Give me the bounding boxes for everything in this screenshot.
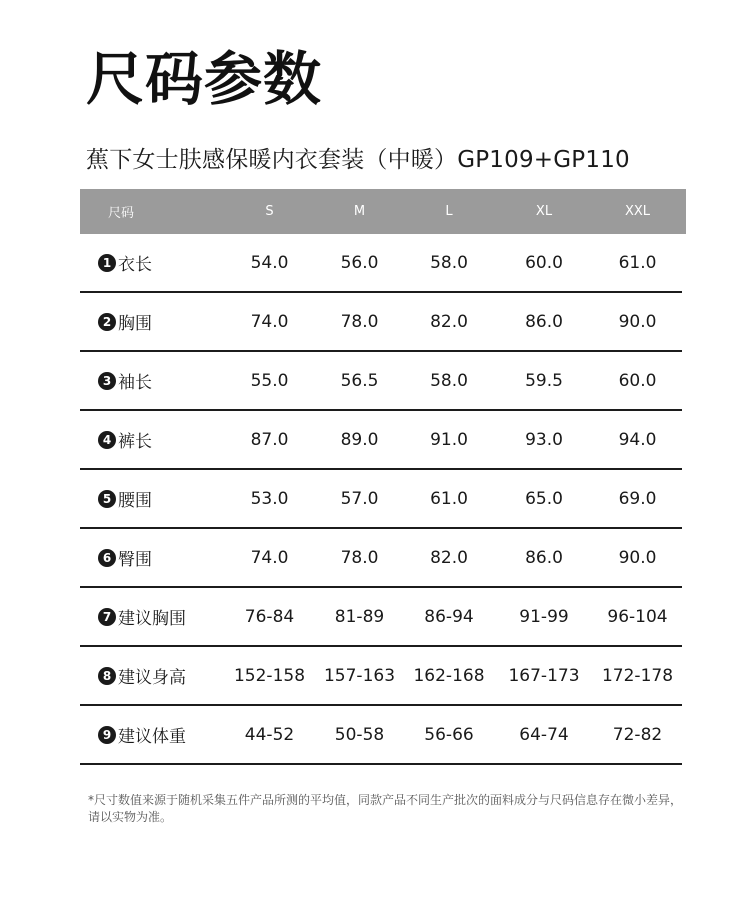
row-number-badge: 3 (98, 372, 116, 390)
row-label: 臀围 (118, 550, 152, 570)
table-row (80, 706, 682, 765)
row-label: 腰围 (118, 491, 152, 511)
page-title: 尺码参数 (86, 45, 323, 113)
header-l: L (445, 204, 453, 219)
table-cell: 86-94 (424, 606, 474, 627)
row-number-badge: 6 (98, 549, 116, 567)
table-cell: 74.0 (250, 311, 289, 332)
header-xl: XL (535, 204, 553, 219)
product-subtitle: 蕉下女士肤感保暖内衣套装（中暖）GP109+GP110 (86, 147, 630, 173)
table-cell: 94.0 (618, 429, 657, 450)
row-number-badge: 7 (98, 608, 116, 626)
table-cell: 74.0 (250, 547, 289, 568)
table-cell: 93.0 (525, 429, 563, 450)
table-cell: 56.5 (340, 370, 379, 391)
row-number-badge: 9 (98, 726, 116, 744)
table-cell: 90.0 (618, 547, 657, 568)
table-cell: 54.0 (250, 252, 289, 273)
table-cell: 162-168 (413, 665, 485, 686)
table-cell: 82.0 (430, 311, 468, 332)
table-cell: 152-158 (233, 665, 306, 686)
table-cell: 172-178 (601, 665, 674, 686)
table-cell: 65.0 (525, 488, 563, 509)
table-header (80, 189, 686, 234)
header-s: S (265, 204, 274, 219)
table-cell: 78.0 (340, 311, 379, 332)
row-label: 建议体重 (118, 727, 186, 747)
row-label: 建议胸围 (118, 609, 186, 629)
table-cell: 56.0 (340, 252, 379, 273)
row-label: 裤长 (118, 432, 152, 452)
table-cell: 86.0 (525, 547, 563, 568)
table-row (80, 293, 682, 352)
table-cell: 53.0 (250, 488, 289, 509)
row-number-badge: 5 (98, 490, 116, 508)
row-label: 建议身高 (118, 668, 186, 688)
table-cell: 59.5 (525, 370, 563, 391)
table-cell: 64-74 (519, 724, 569, 745)
table-cell: 50-58 (334, 724, 385, 745)
table-cell: 58.0 (430, 370, 468, 391)
table-cell: 44-52 (244, 724, 295, 745)
footnote: *尺寸数值来源于随机采集五件产品所测的平均值，同款产品不同生产批次的面料成分与尺码信息存在微小差异，请以实物为准。 (88, 793, 683, 824)
row-number-badge: 8 (98, 667, 116, 685)
table-row (80, 588, 682, 647)
table-cell: 57.0 (340, 488, 379, 509)
row-number-badge: 2 (98, 313, 116, 331)
row-label: 胸围 (118, 314, 152, 334)
table-cell: 60.0 (525, 252, 563, 273)
header-size: 尺码 (108, 206, 135, 221)
table-row (80, 529, 682, 588)
table-row (80, 234, 682, 293)
table-cell: 56-66 (424, 724, 474, 745)
row-label: 袖长 (118, 373, 152, 393)
table-cell: 78.0 (340, 547, 379, 568)
table-cell: 61.0 (430, 488, 468, 509)
table-row (80, 411, 682, 470)
table-cell: 87.0 (250, 429, 289, 450)
table-cell: 90.0 (618, 311, 657, 332)
table-row (80, 470, 682, 529)
table-cell: 60.0 (618, 370, 657, 391)
table-cell: 81-89 (334, 606, 385, 627)
table-cell: 61.0 (618, 252, 657, 273)
table-cell: 69.0 (618, 488, 657, 509)
table-row (80, 647, 682, 706)
table-cell: 157-163 (323, 665, 396, 686)
table-cell: 82.0 (430, 547, 468, 568)
row-number-badge: 1 (98, 254, 116, 272)
size-table (80, 189, 686, 765)
table-cell: 89.0 (340, 429, 379, 450)
table-cell: 91-99 (519, 606, 569, 627)
table-cell: 167-173 (508, 665, 580, 686)
table-cell: 58.0 (430, 252, 468, 273)
table-cell: 91.0 (430, 429, 468, 450)
table-cell: 76-84 (244, 606, 295, 627)
row-number-badge: 4 (98, 431, 116, 449)
table-cell: 55.0 (250, 370, 289, 391)
header-xxl: XXL (624, 204, 651, 219)
table-cell: 96-104 (607, 606, 668, 627)
table-cell: 86.0 (525, 311, 563, 332)
table-cell: 72-82 (612, 724, 663, 745)
header-m: M (353, 204, 366, 219)
row-label: 衣长 (118, 255, 152, 275)
table-row (80, 352, 682, 411)
